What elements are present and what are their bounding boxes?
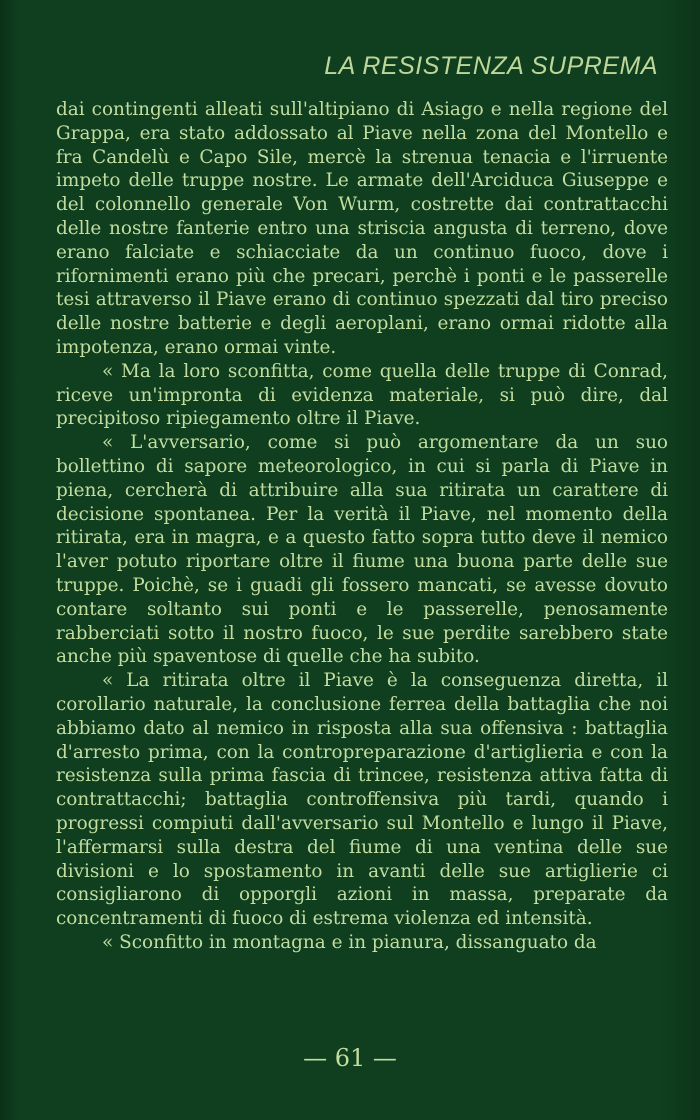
running-head: LA RESISTENZA SUPREMA: [324, 52, 658, 80]
page-number: — 61 —: [303, 1044, 397, 1072]
paragraph: « Sconfitto in montagna e in pianura, dissanguato da: [102, 931, 597, 953]
paragraph: « L'avversario, come si può argomentare da un suo bollettino di sapore meteorologico, in cui si parla di Piave in piena, cercherà di attribuire alla sua ritirata un carattere di decisione spontanea. Per la verità il Piave, nel momento della ritirata, era in magra, e a questo fatto sopra tutto deve il nemico l'aver potuto riportare oltre il fiume una buona parte delle sue truppe. Poichè, se i guadi gli fossero mancati, se avesse dovuto contare soltanto sui ponti e le passerelle, penosamente rabberciati sotto il nostro fuoco, le sue perdite sarebbero state anche più spaventose di quelle che ha subito.: [56, 432, 668, 668]
paragraph: « Ma la loro sconfitta, come quella delle truppe di Conrad, riceve un'impronta di evidenza materiale, si può dire, dal precipitoso ripiegamento oltre il Piave.: [56, 360, 668, 430]
body-text: [56, 98, 668, 955]
paragraph: « La ritirata oltre il Piave è la conseguenza diretta, il corollario naturale, la conclusione ferrea della battaglia che noi abbiamo dato al nemico in risposta alla sua offensiva : battaglia d'arresto prima, con la contropreparazione d'artiglieria e con la resistenza sulla prima fascia di trincee, resistenza attiva fatta di contrattacchi; battaglia controffensiva più tardi, quando i progressi compiuti dall'avversario sul Montello e lungo il Piave, l'affermarsi sulla destra del fiume di una ventina delle sue divisioni e lo spostamento in avanti delle sue artiglierie ci consigliarono di opporgli azioni in massa, preparate da concentramenti di fuoco di estrema violenza ed intensità.: [56, 670, 668, 930]
paragraph-continued: dai contingenti alleati sull'altipiano di Asiago e nella regione del Grappa, era stato addossato al Piave nella zona del Montello e fra Candelù e Capo Sile, mercè la strenua tenacia e l'irruente impeto delle truppe nostre. Le armate dell'Arciduca Giuseppe e del colonnello generale Von Wurm, costrette dai contrattacchi delle nostre fanterie entro una striscia angusta di terreno, dove erano falciate e schiacciate da un continuo fuoco, dove i rifornimenti erano più che precari, perchè i ponti e le passerelle tesi attraverso il Piave erano di continuo spezzati dal tiro preciso delle nostre batterie e degli aeroplani, erano ormai ridotte alla impotenza, erano ormai vinte.: [56, 99, 668, 358]
